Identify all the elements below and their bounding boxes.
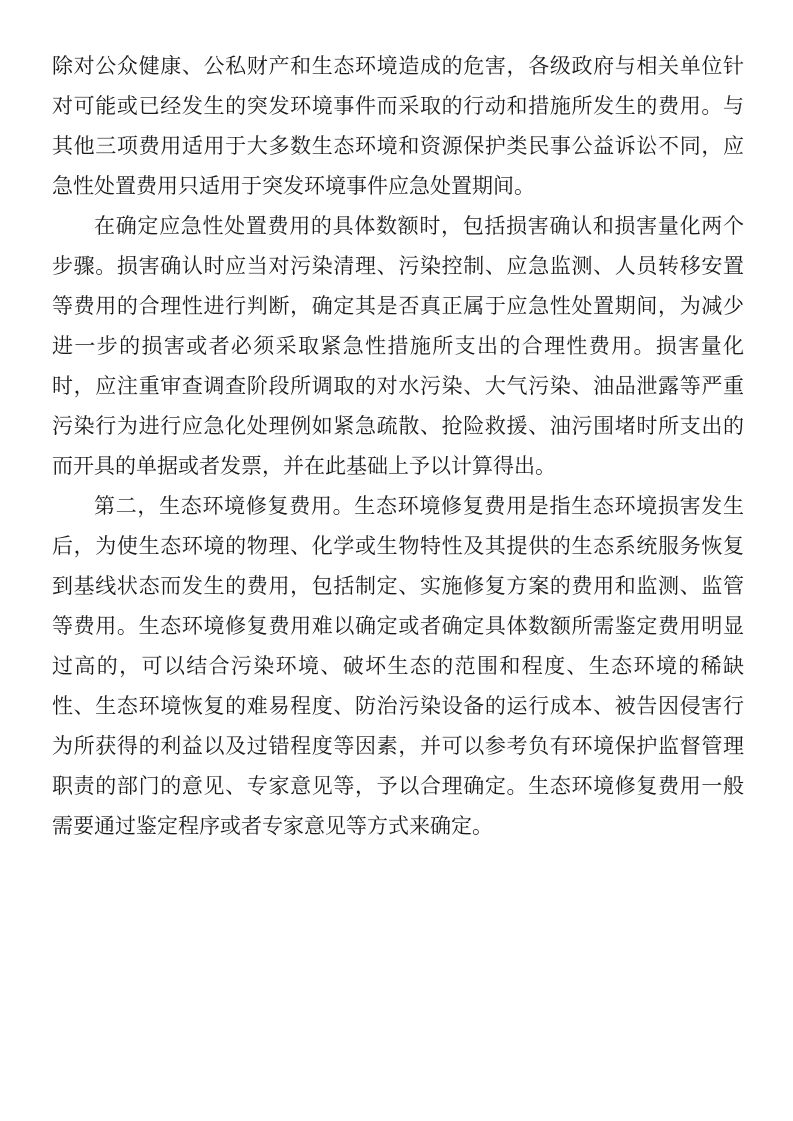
paragraph-emergency-cost-determination: 在确定应急性处置费用的具体数额时，包括损害确认和损害量化两个步骤。损害确认时应当对污染清理、污染控制、应急监测、人员转移安置等费用的合理性进行判断，确定其是否真正属于应急性处置期间，为减少进一步的损害或者必须采取紧急性措施所支出的合理性费用。损害量化时，应注重审查调查阶段所调取的对水污染、大气污染、油品泄露等严重污染行为进行应急化处理例如紧急疏散、抢险救援、油污围堵时所支出的而开具的单据或者发票，并在此基础上予以计算得出。 xyxy=(52,214,744,478)
document-page xyxy=(52,46,744,846)
paragraph-emergency-cost-definition: 除对公众健康、公私财产和生态环境造成的危害，各级政府与相关单位针对可能或已经发生的突发环境事件而采取的行动和措施所发生的费用。与其他三项费用适用于大多数生态环境和资源保护类民事公益诉讼不同，应急性处置费用只适用于突发环境事件应急处置期间。 xyxy=(52,54,744,198)
paragraph-restoration-cost: 第二，生态环境修复费用。生态环境修复费用是指生态环境损害发生后，为使生态环境的物理、化学或生物特性及其提供的生态系统服务恢复到基线状态而发生的费用，包括制定、实施修复方案的费用和监测、监管等费用。生态环境修复费用难以确定或者确定具体数额所需鉴定费用明显过高的，可以结合污染环境、破坏生态的范围和程度、生态环境的稀缺性、生态环境恢复的难易程度、防治污染设备的运行成本、被告因侵害行为所获得的利益以及过错程度等因素，并可以参考负有环境保护监督管理职责的部门的意见、专家意见等，予以合理确定。生态环境修复费用一般需要通过鉴定程序或者专家意见等方式来确定。 xyxy=(52,494,744,838)
